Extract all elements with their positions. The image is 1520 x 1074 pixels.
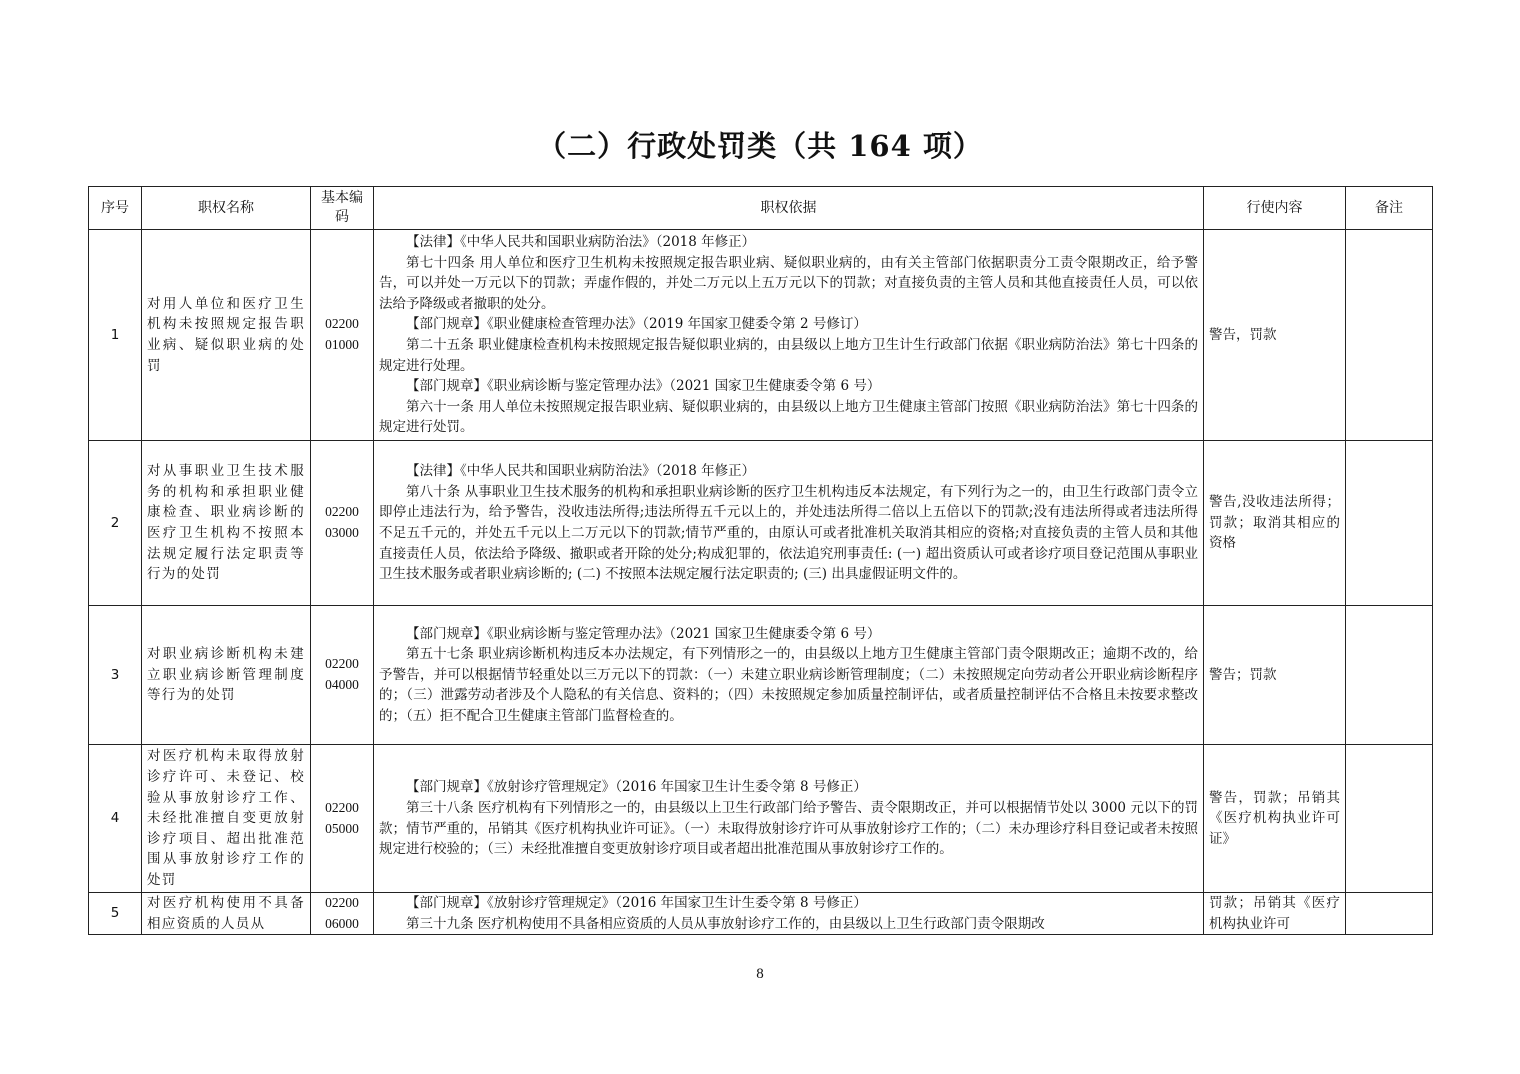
basis-article: 第八十条 从事职业卫生技术服务的机构和承担职业病诊断的医疗卫生机构违反本法规定，有下列行为之一的，由卫生行政部门责令立即停止违法行为，给予警告，没收违法所得;违法所得五千元以上的，并处违法所得二倍以上五倍以下的罚款;没有违法所得或者违法所得不足五千元的，并处五千元以上二万元以下的罚款;情节严重的，由原认可或者批准机关取消其相应的资格;对直接负责的主管人员和其他直接责任人员，依法给予降级、撤职或者开除的处分;构成犯罪的，依法追究刑事责任: (一) 超出资质认可或者诊疗项目登记范围从事职业卫生技术服务或者职业病诊断的; (二) 不按照本法规定履行法定职责的; (三) 出具虚假证明文件的。: [379, 483, 1198, 583]
row-code: [311, 745, 374, 893]
row-basis: [374, 745, 1204, 893]
table-row: [89, 606, 1433, 745]
row-content: 警告，罚款；吊销其《医疗机构执业许可证》: [1204, 745, 1346, 893]
basis-article: 第三十九条 医疗机构使用不具备相应资质的人员从事放射诊疗工作的，由县级以上卫生行政部门责令限期改: [406, 915, 1045, 932]
row-content: 警告，罚款: [1204, 230, 1346, 441]
row-basis: [374, 441, 1204, 606]
penalty-table: [88, 186, 1433, 935]
row-name: 对用人单位和医疗卫生机构未按照规定报告职业病、疑似职业病的处罚: [142, 230, 311, 441]
row-name: 对从事职业卫生技术服务的机构和承担职业健康检查、职业病诊断的医疗卫生机构不按照本法规定履行法定职责等行为的处罚: [142, 441, 311, 606]
code-part: 02200: [325, 895, 359, 910]
code-part: 02200: [325, 656, 359, 672]
code-part: 03000: [325, 525, 359, 540]
table-header-row: [89, 187, 1433, 230]
row-name: 对职业病诊断机构未建立职业病诊断管理制度等行为的处罚: [142, 606, 311, 745]
code-part: 02200: [325, 799, 359, 815]
basis-source: 【部门规章】《职业病诊断与鉴定管理办法》（2021 国家卫生健康委令第 6 号）: [406, 625, 881, 642]
code-part: 05000: [325, 820, 359, 836]
basis-source: 【部门规章】《放射诊疗管理规定》（2016 年国家卫生计生委令第 8 号修正）: [406, 895, 867, 911]
header-note: 备注: [1346, 187, 1433, 230]
basis-article: 第六十一条 用人单位未按照规定报告职业病、疑似职业病的，由县级以上地方卫生健康主管部门按照《职业病防治法》第七十四条的规定进行处罚。: [379, 398, 1198, 436]
code-part: 01000: [325, 337, 359, 352]
code-part: 02200: [325, 504, 359, 520]
row-content: 警告,没收违法所得；罚款；取消其相应的资格: [1204, 441, 1346, 606]
row-basis: [374, 606, 1204, 745]
code-part: 04000: [325, 677, 359, 692]
basis-source: 【部门规章】《放射诊疗管理规定》（2016 年国家卫生计生委令第 8 号修正）: [406, 779, 867, 796]
table-row: [89, 230, 1433, 441]
row-note: [1346, 230, 1433, 441]
table-row: [89, 441, 1433, 606]
row-code: [311, 606, 374, 745]
table-row: [89, 893, 1433, 935]
row-basis: [374, 230, 1204, 441]
row-name: 对医疗机构未取得放射诊疗许可、未登记、校验从事放射诊疗工作、未经批准擅自变更放射诊疗项目、超出批准范围从事放射诊疗工作的处罚: [142, 745, 311, 893]
row-code: [311, 230, 374, 441]
row-basis: [374, 893, 1204, 935]
row-code: [311, 893, 374, 935]
row-seq: 2: [89, 441, 142, 606]
page-number: 8: [756, 966, 764, 982]
basis-source: 【法律】《中华人民共和国职业病防治法》（2018 年修正）: [406, 234, 756, 251]
code-part: 06000: [325, 915, 359, 931]
row-note: [1346, 893, 1433, 935]
row-seq: 1: [89, 230, 142, 441]
page-title: （二）行政处罚类（共 164 项）: [537, 129, 983, 163]
basis-article: 第二十五条 职业健康检查机构未按照规定报告疑似职业病的，由县级以上地方卫生计生行政部门依据《职业病防治法》第七十四条的规定进行处理。: [379, 337, 1198, 374]
code-part: 02200: [325, 316, 359, 332]
basis-source: 【部门规章】《职业病诊断与鉴定管理办法》（2021 国家卫生健康委令第 6 号）: [406, 378, 881, 395]
basis-article: 第三十八条 医疗机构有下列情形之一的，由县级以上卫生行政部门给予警告、责令限期改正，并可以根据情节处以 3000 元以下的罚款；情节严重的，吊销其《医疗机构执业许可证》。（一）未取得放射诊疗许可从事放射诊疗工作的；（二）未办理诊疗科目登记或者未按照规定进行校验的；（三）未经批准擅自变更放射诊疗项目或者超出批准范围从事放射诊疗工作的。: [379, 799, 1198, 858]
table-row: [89, 745, 1433, 893]
basis-article: 第七十四条 用人单位和医疗卫生机构未按照规定报告职业病、疑似职业病的，由有关主管部门依据职责分工责令限期改正，给予警告，可以并处一万元以下的罚款；弄虚作假的，并处二万元以上五万元以下的罚款；对直接负责的主管人员和其他直接责任人员，可以依法给予降级或者撤职的处分。: [379, 254, 1198, 312]
row-seq: 3: [89, 606, 142, 745]
row-note: [1346, 441, 1433, 606]
row-content: 警告；罚款: [1204, 606, 1346, 745]
header-name: 职权名称: [142, 187, 311, 230]
basis-article: 第五十七条 职业病诊断机构违反本办法规定，有下列情形之一的，由县级以上地方卫生健康主管部门责令限期改正；逾期不改的，给予警告，并可以根据情节轻重处以三万元以下的罚款：（一）未建立职业病诊断管理制度；（二）未按照规定向劳动者公开职业病诊断程序的；（三）泄露劳动者涉及个人隐私的有关信息、资料的；（四）未按照规定参加质量控制评估，或者质量控制评估不合格且未按要求整改的；（五）拒不配合卫生健康主管部门监督检查的。: [379, 646, 1198, 724]
header-basis: 职权依据: [374, 187, 1204, 230]
header-code: 基本编码: [311, 187, 374, 230]
row-code: [311, 441, 374, 606]
row-note: [1346, 745, 1433, 893]
row-note: [1346, 606, 1433, 745]
basis-source: 【部门规章】《职业健康检查管理办法》（2019 年国家卫健委令第 2 号修订）: [406, 316, 867, 333]
row-content: 罚款；吊销其《医疗机构执业许可: [1204, 893, 1346, 935]
header-seq: 序号: [89, 187, 142, 230]
header-content: 行使内容: [1204, 187, 1346, 230]
basis-source: 【法律】《中华人民共和国职业病防治法》（2018 年修正）: [406, 463, 756, 480]
row-seq: 5: [89, 893, 142, 935]
row-seq: 4: [89, 745, 142, 893]
row-name: 对医疗机构使用不具备相应资质的人员从: [142, 893, 311, 935]
